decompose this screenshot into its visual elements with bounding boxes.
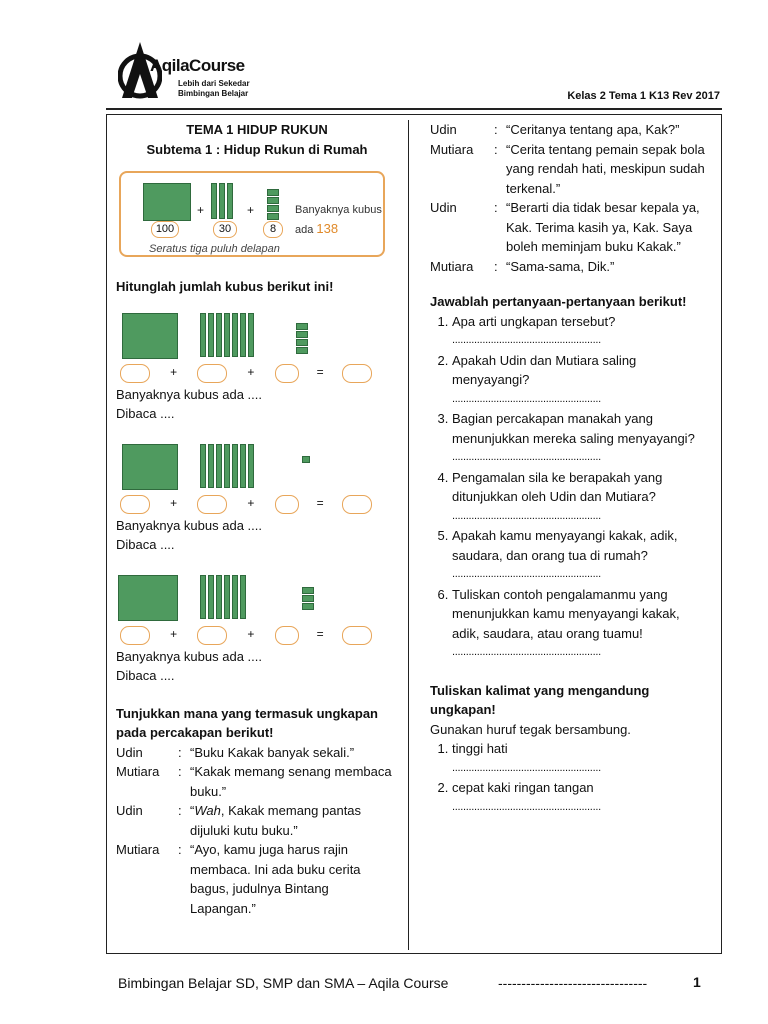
- answer-line[interactable]: ......................................................: [452, 392, 601, 405]
- answer-line[interactable]: ......................................................: [452, 800, 601, 813]
- dialogue-line: “Sama-sama, Dik.”: [506, 258, 615, 274]
- answer-box[interactable]: [275, 626, 299, 645]
- dialogue-line: “Buku Kakak banyak sekali.”: [190, 744, 355, 760]
- equation-row: + + =: [116, 494, 398, 516]
- speaker: Udin: [116, 803, 143, 818]
- read-line: Dibaca ....: [116, 537, 175, 552]
- ten-rods-icon: [200, 444, 256, 488]
- sentence-instruction: Tuliskan kalimat yang mengandung ungkapan!: [430, 682, 650, 717]
- answer-box[interactable]: [275, 364, 299, 383]
- brand-tagline: Lebih dari Sekedar Bimbingan Belajar: [178, 79, 250, 98]
- dialogue-line: “Ayo, kamu juga harus rajin membaca. Ini ada buku cerita bagus, judulnya Bintang Lapangan.”: [190, 842, 361, 916]
- dialogue-line: “Berarti dia tidak besar kepala ya, Kak. Terima kasih ya, Kak. Saya boleh meminjam buku Kakak.”: [506, 200, 700, 254]
- question-item: 1. Apa arti ungkapan tersebut? ......................................................: [452, 312, 706, 351]
- count-line: Banyaknya kubus ada ....: [116, 517, 262, 533]
- answer-line[interactable]: ......................................................: [452, 761, 601, 774]
- speaker: Mutiara: [430, 258, 474, 274]
- question-item: 2. Apakah Udin dan Mutiara saling menyayangi? ......................................................: [452, 351, 706, 410]
- header-rule: [106, 108, 722, 110]
- count-line: Banyaknya kubus ada ....: [116, 648, 262, 664]
- dialogue-line: “Cerita tentang pemain sepak bola yang rendah hati, meskipun sudah terkenal.”: [506, 141, 705, 196]
- sentence-list: [430, 739, 706, 817]
- dialogue-right: Udin : “Ceritanya tentang apa, Kak?” Mutiara : “Cerita tentang pemain sepak bola yang rendah hati, meskipun sudah terkenal.” Udin : “Berarti dia tidak besar kepala ya, Kak. Terima kasih ya, Kak. Saya boleh meminjam buku Kakak.” Mutiara : “Sama-sama, Dik.”: [430, 120, 706, 276]
- page-title: TEMA 1 HIDUP RUKUN: [186, 122, 328, 137]
- read-line: Dibaca ....: [116, 406, 175, 421]
- hundred-block-icon: [122, 444, 178, 490]
- question-list: [430, 312, 706, 663]
- question-item: 5. Apakah kamu menyayangi kakak, adik, saudara, dan orang tua di rumah? ......................................................: [452, 526, 706, 585]
- column-divider: [408, 120, 409, 950]
- footer-text: Bimbingan Belajar SD, SMP dan SMA – Aqila Course: [118, 975, 449, 991]
- example-count-label: Banyaknya kubus: [295, 204, 382, 216]
- unit-cubes-icon: [302, 456, 314, 464]
- example-count: ada 138: [295, 221, 339, 236]
- sentence-item: 1. tinggi hati ......................................................: [452, 739, 706, 778]
- plus-sign: +: [197, 203, 205, 217]
- exercise-3: [116, 573, 398, 686]
- answer-line[interactable]: ......................................................: [452, 509, 601, 522]
- unit-cubes-icon: [296, 323, 308, 355]
- answer-line[interactable]: ......................................................: [452, 646, 601, 658]
- speaker: Mutiara: [116, 842, 160, 857]
- read-line: Dibaca ....: [116, 668, 175, 683]
- count-line: Banyaknya kubus ada ....: [116, 386, 262, 402]
- dialogue-left: Udin : “Buku Kakak banyak sekali.” Mutiara : “Kakak memang senang membaca buku.” Udin : “Wah, Kakak memang pantas dijuluki kutu buku.” Mutiara : “Ayo, kamu juga harus rajin membaca. Ini ada buku cerita bagus, judulnya Bintang Lapangan.”: [116, 743, 398, 919]
- class-label: Kelas 2 Tema 1 K13 Rev 2017: [567, 90, 720, 102]
- brand-name: AqilaCourse: [150, 56, 245, 75]
- speaker: Mutiara: [430, 141, 474, 157]
- answer-box[interactable]: [197, 626, 227, 645]
- speaker: Udin: [430, 200, 457, 215]
- ones-value: 8: [263, 221, 283, 238]
- answer-box[interactable]: [120, 495, 150, 514]
- right-column: [430, 120, 706, 817]
- speaker: Mutiara: [116, 764, 160, 779]
- dialogue-line: “Wah, Kakak memang pantas dijuluki kutu buku.”: [190, 803, 362, 838]
- exercise-2: [116, 442, 398, 555]
- left-column: [116, 120, 398, 918]
- question-item: 3. Bagian percakapan manakah yang menunjukkan mereka saling menyayangi? ......................................................: [452, 409, 706, 468]
- answer-box[interactable]: [342, 364, 372, 383]
- example-box: [119, 171, 385, 257]
- cube-figure: [116, 442, 398, 490]
- hundreds-value: 100: [151, 221, 179, 238]
- plus-sign: +: [247, 203, 255, 217]
- unit-cubes-icon: [267, 189, 279, 221]
- dialogue-instruction: Tunjukkan mana yang termasuk ungkapan pada percakapan berikut!: [116, 705, 378, 740]
- ten-rods-icon: [200, 313, 256, 357]
- hundred-block-icon: [118, 575, 178, 621]
- answer-box[interactable]: [275, 495, 299, 514]
- footer-dashes: --------------------------------: [498, 975, 648, 991]
- exercise-1: [116, 311, 398, 424]
- answer-line[interactable]: ......................................................: [452, 334, 601, 346]
- tens-value: 30: [213, 221, 237, 238]
- answer-box[interactable]: [197, 364, 227, 383]
- answer-box[interactable]: [342, 626, 372, 645]
- answer-box[interactable]: [120, 364, 150, 383]
- sentence-subinstruction: Gunakan huruf tegak bersambung.: [430, 721, 631, 737]
- speaker: Udin: [116, 744, 143, 760]
- answer-box[interactable]: [120, 626, 150, 645]
- question-item: 6. Tuliskan contoh pengalamanmu yang menunjukkan kamu menyayangi kakak, adik, saudara, atau orang tuamu! ......................................................: [452, 585, 706, 663]
- cube-figure: [116, 311, 398, 359]
- answer-line[interactable]: ......................................................: [452, 568, 601, 580]
- page-subtitle: Subtema 1 : Hidup Rukun di Rumah: [146, 141, 368, 157]
- answer-box[interactable]: [197, 495, 227, 514]
- speaker: Udin: [430, 122, 457, 137]
- sentence-item: 2. cepat kaki ringan tangan ......................................................: [452, 778, 706, 817]
- answer-line[interactable]: ......................................................: [452, 451, 601, 463]
- cube-figure: [116, 573, 398, 621]
- dialogue-line: “Kakak memang senang membaca buku.”: [190, 764, 392, 799]
- hundred-block-icon: [122, 313, 178, 359]
- example-words: Seratus tiga puluh delapan: [149, 243, 280, 255]
- ten-rods-icon: [200, 575, 248, 619]
- count-instruction: Hitunglah jumlah kubus berikut ini!: [116, 279, 334, 294]
- questions-instruction: Jawablah pertanyaan-pertanyaan berikut!: [430, 294, 687, 309]
- dialogue-line: “Ceritanya tentang apa, Kak?”: [506, 122, 680, 137]
- unit-cubes-icon: [302, 587, 314, 611]
- page-number: 1: [693, 974, 701, 990]
- equation-row: + + =: [116, 625, 398, 647]
- hundred-block-icon: [143, 183, 191, 221]
- answer-box[interactable]: [342, 495, 372, 514]
- equation-row: + + =: [116, 363, 398, 385]
- question-item: 4. Pengamalan sila ke berapakah yang ditunjukkan oleh Udin dan Mutiara? ......................................................: [452, 468, 706, 527]
